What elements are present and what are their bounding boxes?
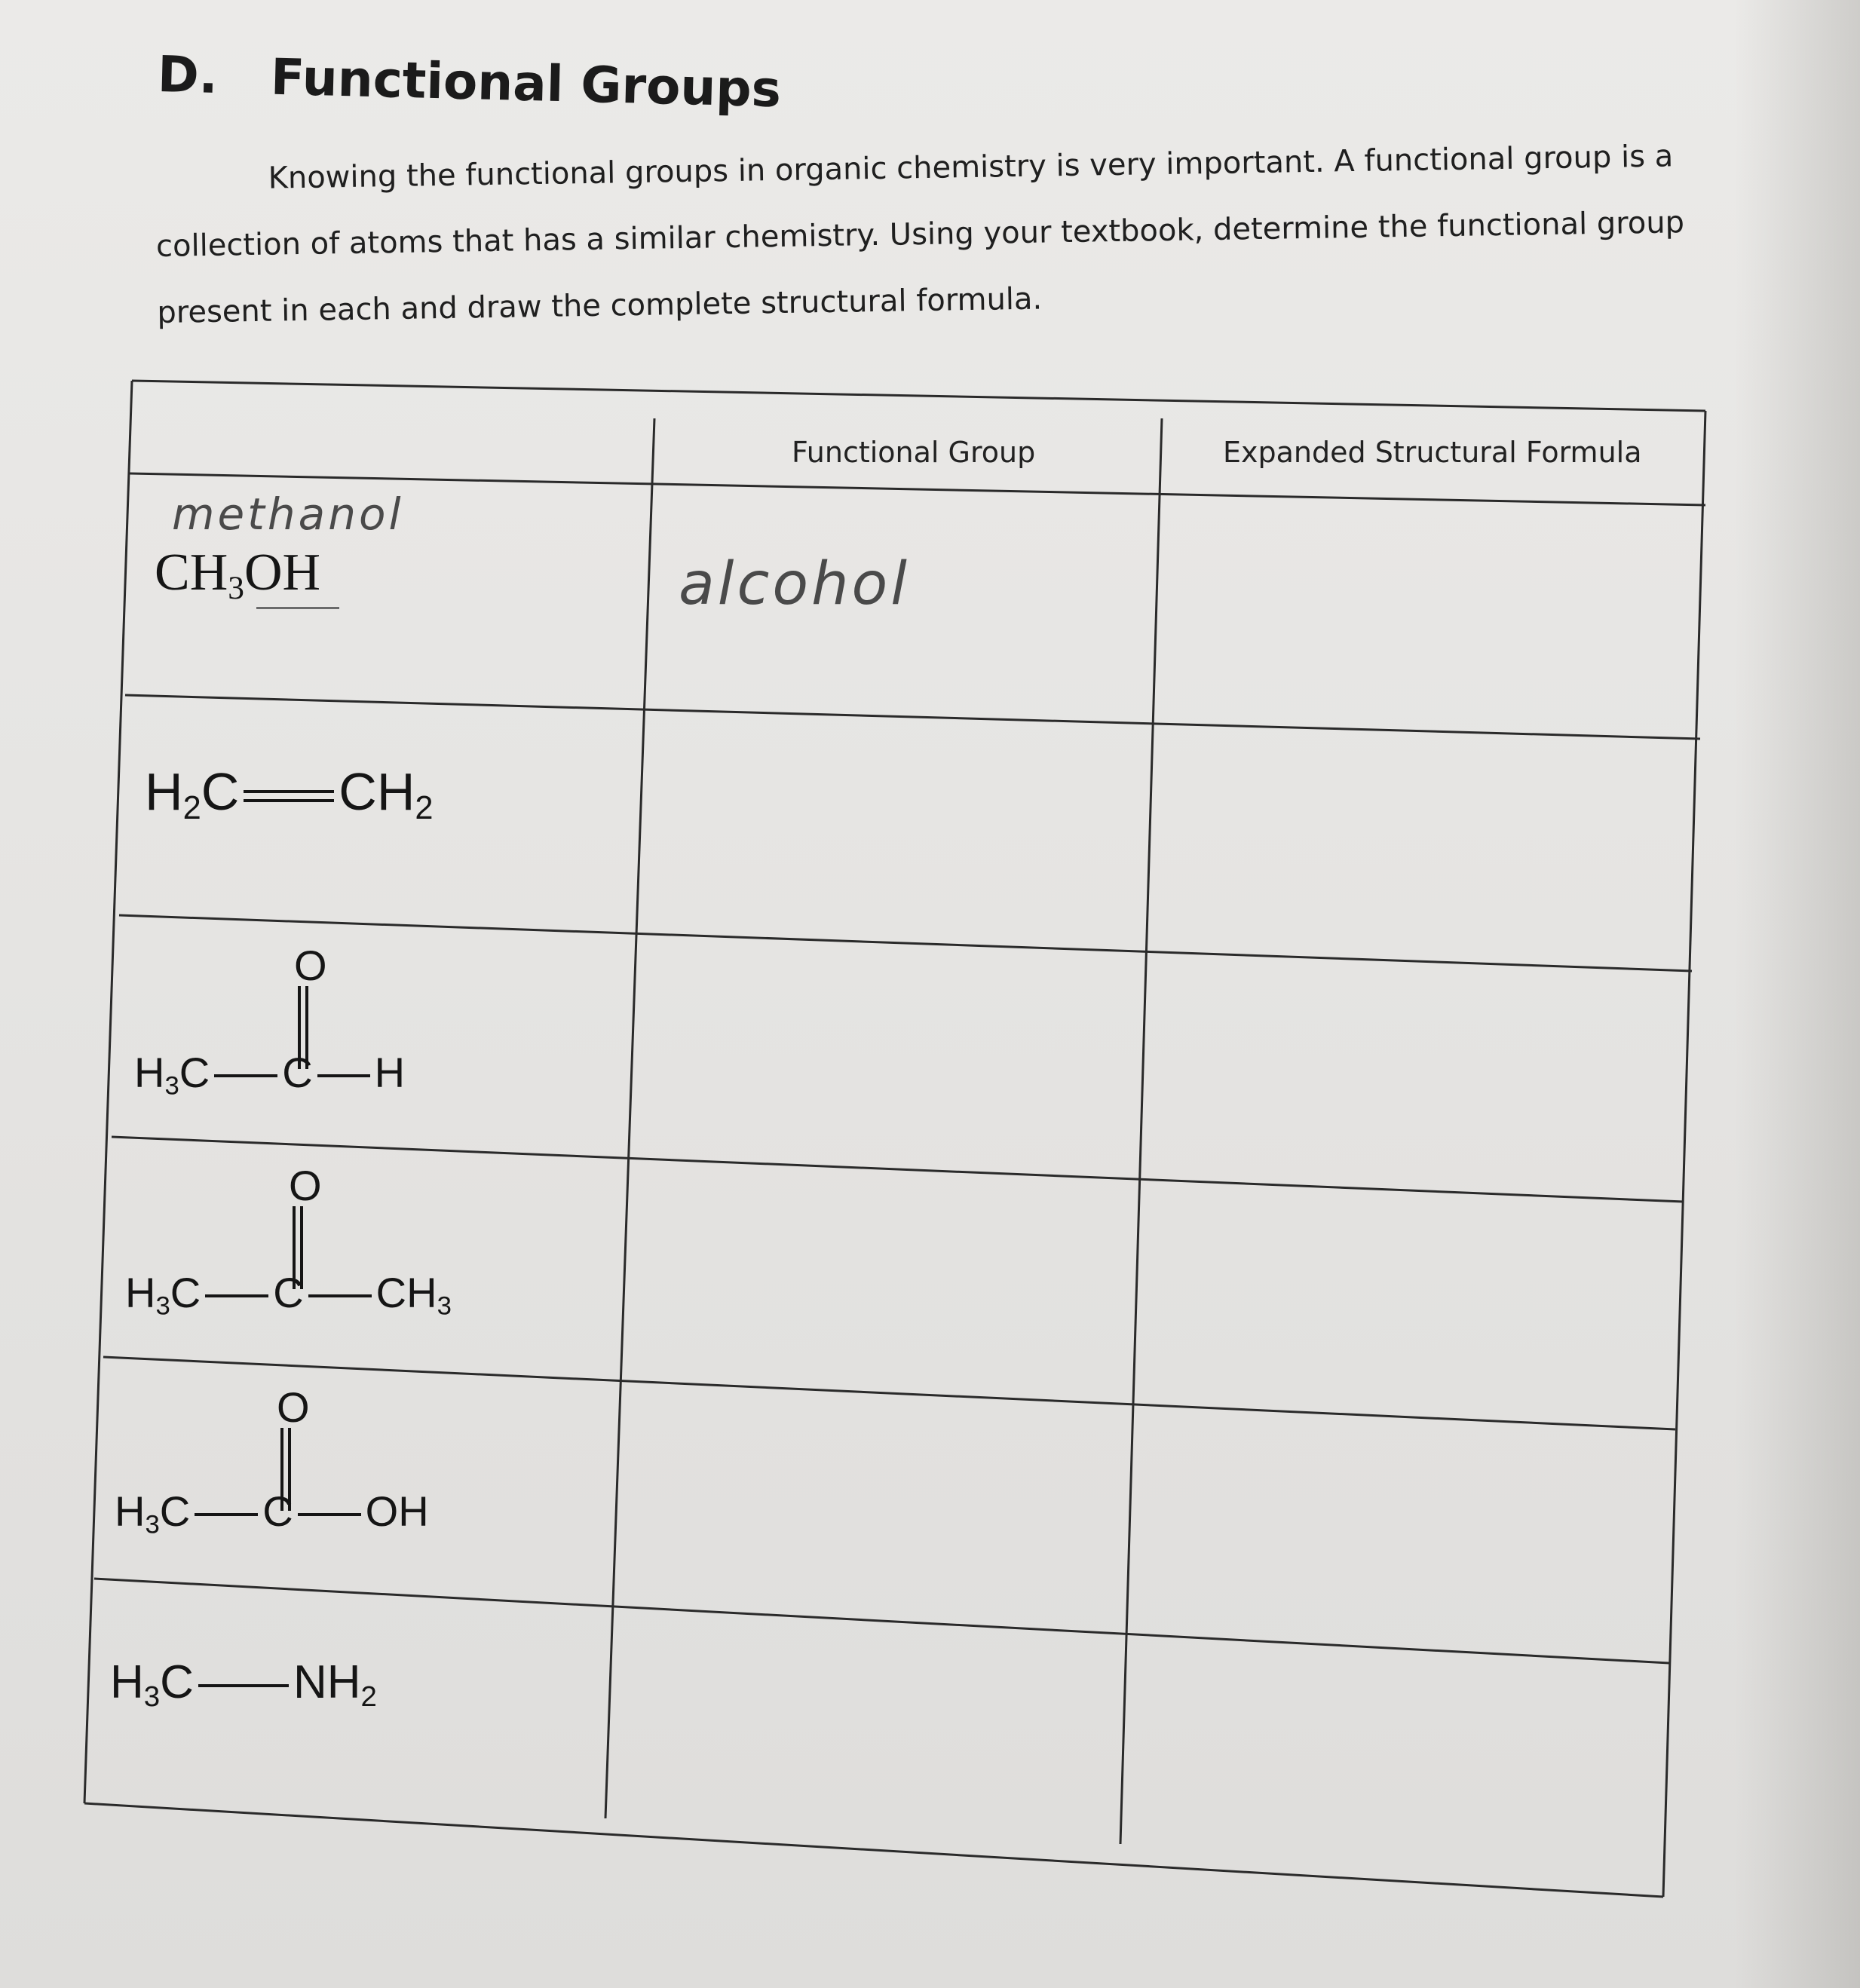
formula-methanol: $CH_3OH$ [155,544,321,607]
grid-line-row4 [103,1357,1675,1429]
formula-ethene: $H_2C$ $CH_2$ [145,762,434,827]
handwritten-alcohol: alcohol [679,550,910,618]
grid-line-right [1663,411,1705,1897]
section-title: Functional Groups [270,47,782,119]
carbonyl-oxygen: O [294,942,327,989]
formula-carboxylic-acid: $H_3C$ C OH [115,1487,429,1539]
formula-ketone: $H_3C$ C $CH_3$ [125,1269,452,1321]
grid-line-row5 [94,1579,1669,1663]
grid-line-row1 [125,695,1700,739]
grid-line-row2 [119,915,1692,971]
intro-paragraph: Knowing the functional groups in organic chemistry is very important. A functional group is a collection of atoms that has a similar chemistry. Using your textbook, determine the functional group present in each and draw the complete structural formula. [155,139,1685,330]
grid-line-left [84,381,132,1803]
handwritten-methanol: methanol [172,489,404,540]
double-bond [244,790,334,802]
grid-line-row3 [112,1137,1684,1202]
header-expanded-formula: Expanded Structural Formula [1223,436,1642,469]
formula-aldehyde: $H_3C$ C H [134,1049,406,1101]
grid-line-top [132,381,1705,411]
handwritten-underline [256,607,339,609]
header-functional-group: Functional Group [792,436,1036,469]
section-letter: D. [157,45,219,105]
carbonyl-oxygen: O [289,1162,322,1209]
carbonyl-oxygen: O [277,1383,310,1431]
grid-line-col2 [1120,418,1162,1844]
grid-line-bottom [84,1803,1663,1897]
formula-amine: $H_3C$ $NH_2$ [110,1656,377,1713]
